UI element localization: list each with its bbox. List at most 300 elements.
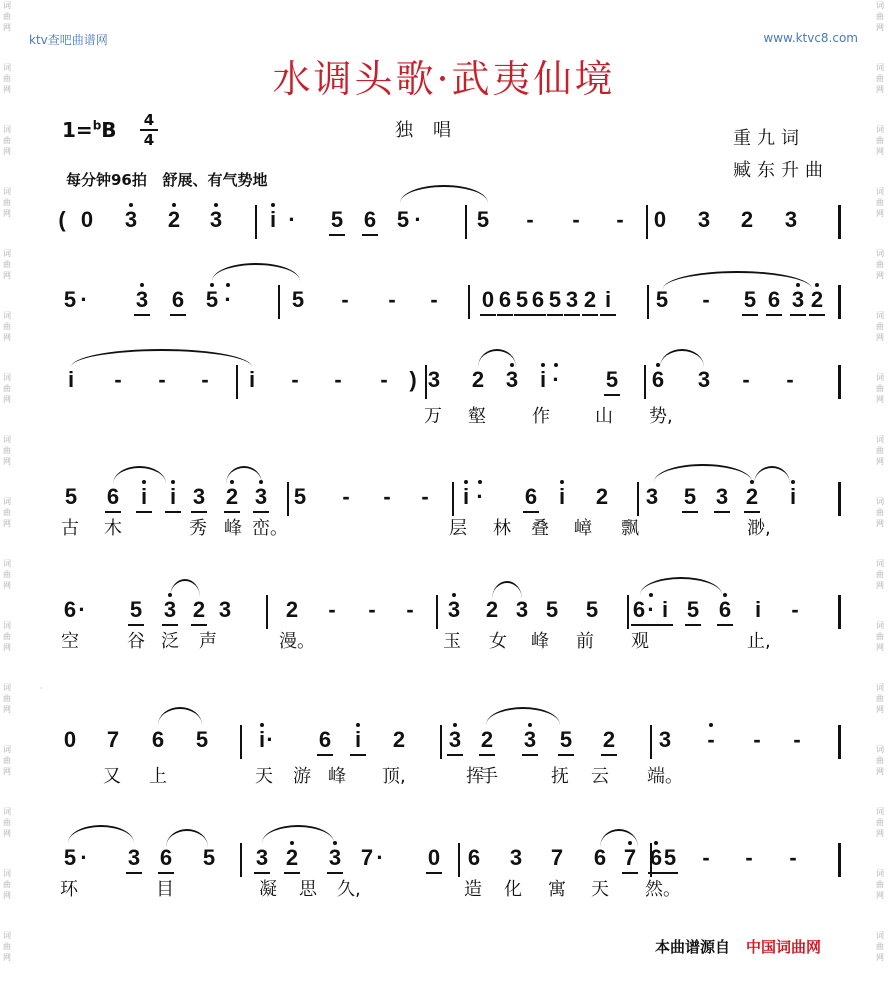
note: 6 <box>713 597 737 623</box>
note: 2 <box>805 287 829 313</box>
sustain-dash: - <box>745 845 753 870</box>
watermark-glyph: 网 <box>876 891 884 900</box>
note: 5 <box>195 727 209 752</box>
bar-line <box>644 365 646 399</box>
note: 0 <box>63 727 77 752</box>
dot: · <box>414 207 422 232</box>
watermark-glyph: 曲 <box>3 570 11 579</box>
note: 3 <box>509 845 523 870</box>
lyric-syllable: 飘 <box>621 518 639 539</box>
note: 2 <box>285 597 299 622</box>
watermark-glyph: 网 <box>3 333 11 342</box>
bar-line <box>452 482 454 516</box>
lyric-syllable: 凝 <box>259 879 277 900</box>
watermark-glyph: 网 <box>876 271 884 280</box>
note: 2 <box>740 207 754 232</box>
watermark-glyph: 词 <box>876 125 884 134</box>
watermark-glyph: 曲 <box>3 942 11 951</box>
watermark-glyph: 词 <box>876 683 884 692</box>
note: 2 <box>595 484 609 509</box>
note: 2 <box>740 484 764 510</box>
watermark-glyph: 网 <box>876 333 884 342</box>
lyric-syllable: 林 <box>493 518 511 539</box>
dot: · <box>288 207 296 232</box>
sustain-dash: - <box>742 367 750 392</box>
note: 2 <box>471 367 485 392</box>
note: 3 <box>443 727 467 753</box>
lyric-row <box>0 878 888 904</box>
watermark-glyph: 词 <box>3 187 11 196</box>
dot: · <box>639 597 663 623</box>
watermark-glyph: 曲 <box>876 756 884 765</box>
note: 3 <box>515 597 529 622</box>
staff-row <box>0 482 888 522</box>
slur-arc <box>654 464 752 482</box>
lyric-syllable: 挥 <box>466 766 484 787</box>
watermark-glyph: 曲 <box>3 818 11 827</box>
note: 2 <box>597 727 621 753</box>
lyric-syllable: 目 <box>156 879 174 900</box>
lyric-syllable: 然。 <box>645 879 681 900</box>
watermark-glyph: 词 <box>3 621 11 630</box>
watermark-glyph-group <box>3 124 11 157</box>
lyric-row <box>0 517 888 543</box>
note: 3 <box>218 597 232 622</box>
watermark-glyph: 词 <box>876 187 884 196</box>
note: i <box>248 367 256 392</box>
slur-arc <box>660 349 704 367</box>
watermark-glyph: 词 <box>3 311 11 320</box>
lyric-syllable: 叠 <box>531 518 549 539</box>
sustain-dash: - <box>406 597 414 622</box>
slur-arc <box>166 829 208 847</box>
lyric-syllable: 又 <box>103 766 121 787</box>
watermark-glyph: 曲 <box>876 880 884 889</box>
note: 3 <box>697 207 711 232</box>
note: 3 <box>122 845 146 871</box>
slur-arc <box>600 829 638 847</box>
watermark-glyph: 曲 <box>876 384 884 393</box>
note: 5 <box>738 287 762 313</box>
bar-line <box>236 365 238 399</box>
note: i <box>261 207 285 233</box>
lyric-syllable: 游 <box>293 766 311 787</box>
slur-arc <box>212 263 300 281</box>
watermark-glyph: 词 <box>3 807 11 816</box>
note: 3 <box>645 484 659 509</box>
note: 3 <box>187 484 211 510</box>
watermark-glyph: 词 <box>3 125 11 134</box>
watermark-glyph: 词 <box>3 683 11 692</box>
watermark-glyph: 词 <box>876 869 884 878</box>
note: 6 <box>166 287 190 313</box>
watermark-glyph: 网 <box>3 147 11 156</box>
sustain-dash: - <box>421 484 429 509</box>
lyric-syllable: 端。 <box>647 766 683 787</box>
note: 6 <box>151 727 165 752</box>
sustain-dash: - <box>430 287 438 312</box>
watermark-glyph: 词 <box>876 249 884 258</box>
lyric-syllable: 作 <box>532 406 550 427</box>
note: 3 <box>500 367 524 393</box>
lyric-syllable: 女 <box>489 631 507 652</box>
note: 5 <box>543 287 567 313</box>
note: 2 <box>280 845 304 871</box>
sustain-dash: - <box>291 367 299 392</box>
note: 0 <box>653 207 667 232</box>
lyric-syllable: 上 <box>149 766 167 787</box>
lyric-syllable: 化 <box>504 879 522 900</box>
watermark-glyph: 网 <box>876 581 884 590</box>
note: 3 <box>323 845 347 871</box>
watermark-glyph: 曲 <box>3 198 11 207</box>
note: 6 <box>154 845 178 871</box>
lyric-row <box>0 630 888 656</box>
watermark-glyph: 词 <box>876 63 884 72</box>
watermark-glyph: 网 <box>876 519 884 528</box>
note: 7 <box>106 727 120 752</box>
lyric-syllable: 声 <box>199 631 217 652</box>
note: 3 <box>560 287 584 313</box>
watermark-glyph: 网 <box>876 395 884 404</box>
source-site-link[interactable]: 中国词曲网 <box>746 938 822 956</box>
slur-arc <box>754 466 790 484</box>
watermark-glyph: 曲 <box>3 12 11 21</box>
sustain-dash: - <box>342 484 350 509</box>
sustain-dash: - <box>114 367 122 392</box>
note: i <box>67 367 75 392</box>
sustain-dash: - <box>158 367 166 392</box>
lyric-syllable: 渺, <box>747 518 771 539</box>
watermark-glyph: 网 <box>3 891 11 900</box>
dot: · <box>266 727 274 752</box>
lyric-syllable: 前 <box>576 631 594 652</box>
composer-credit: 臧东升曲 <box>733 160 829 181</box>
watermark-glyph: 网 <box>3 953 11 962</box>
sustain-dash: - <box>201 367 209 392</box>
note: i <box>754 597 762 622</box>
bar-line <box>650 725 652 759</box>
note: 6 <box>627 597 651 623</box>
dot: · <box>216 287 240 313</box>
lyric-syllable: 漫。 <box>279 631 315 652</box>
sustain-dash: - <box>793 727 801 752</box>
watermark-glyph: 词 <box>876 931 884 940</box>
watermark-glyph: 网 <box>876 767 884 776</box>
watermark-glyph-group <box>876 558 884 591</box>
note: 3 <box>784 207 798 232</box>
time-signature <box>140 111 158 149</box>
lyric-syllable: 嶂 <box>574 518 592 539</box>
lyric-row <box>0 405 888 431</box>
watermark-glyph: 曲 <box>876 12 884 21</box>
watermark-glyph: 曲 <box>876 260 884 269</box>
note: 3 <box>786 287 810 313</box>
note: 5 <box>600 367 624 393</box>
lyricist-credit: 重九词 <box>733 128 805 149</box>
lyric-syllable: 古 <box>61 518 79 539</box>
watermark-glyph: 词 <box>3 63 11 72</box>
bar-line <box>637 482 639 516</box>
key-note: B <box>101 118 117 142</box>
note: ( <box>58 207 66 232</box>
note: 3 <box>658 727 672 752</box>
watermark-glyph: 网 <box>3 395 11 404</box>
sustain-dash: - <box>789 845 797 870</box>
lyric-syllable: 空 <box>61 631 79 652</box>
sustain-dash: - <box>702 845 710 870</box>
note: 5 <box>585 597 599 622</box>
slur-arc <box>663 271 812 289</box>
note: 5 <box>678 484 702 510</box>
watermark-glyph-group <box>876 248 884 281</box>
watermark-glyph: 网 <box>876 147 884 156</box>
bar-line <box>627 595 629 629</box>
watermark-glyph: 词 <box>876 435 884 444</box>
watermark-glyph-group <box>3 434 11 467</box>
note: 3 <box>710 484 734 510</box>
note: 6 <box>644 845 668 871</box>
watermark-glyph: 网 <box>876 23 884 32</box>
note: 6 <box>526 287 550 313</box>
note: 2 <box>187 597 211 623</box>
watermark-glyph: 网 <box>3 581 11 590</box>
watermark-glyph: 词 <box>876 373 884 382</box>
note: 3 <box>427 367 441 392</box>
lyric-row <box>0 765 888 791</box>
watermark-glyph: 曲 <box>3 260 11 269</box>
note: 6 <box>467 845 481 870</box>
note: 5 <box>658 845 682 871</box>
note: 5 <box>124 597 148 623</box>
watermark-glyph: 网 <box>3 271 11 280</box>
watermark-top-right: www.ktvc8.com <box>763 31 858 45</box>
lyric-syllable: 峦。 <box>252 518 288 539</box>
note: 3 <box>442 597 466 623</box>
lyric-syllable: 峰 <box>224 518 242 539</box>
note: i <box>596 287 620 313</box>
note: 5 <box>655 287 669 312</box>
note: 6 <box>593 845 607 870</box>
bar-line <box>838 285 841 319</box>
note: 5 <box>554 727 578 753</box>
watermark-glyph-group <box>876 806 884 839</box>
lyric-syllable: 泛 <box>161 631 179 652</box>
note: 7 <box>550 845 564 870</box>
note: 0 <box>80 207 94 232</box>
slur-arc <box>486 707 560 725</box>
note: 3 <box>518 727 542 753</box>
watermark-glyph: 词 <box>3 497 11 506</box>
watermark-glyph: 网 <box>3 643 11 652</box>
watermark-glyph: 曲 <box>3 384 11 393</box>
watermark-glyph: 曲 <box>3 632 11 641</box>
watermark-glyph: 词 <box>3 559 11 568</box>
slur-arc <box>492 581 522 599</box>
watermark-glyph: 词 <box>876 621 884 630</box>
lyric-syllable: 环 <box>60 879 78 900</box>
watermark-glyph: 词 <box>3 1 11 10</box>
dot: · <box>544 367 568 393</box>
lyric-syllable: 谷 <box>127 631 145 652</box>
watermark-glyph: 曲 <box>876 136 884 145</box>
watermark-top-left: ktv查吧曲谱网 <box>29 33 108 47</box>
slur-arc <box>113 466 166 484</box>
slur-arc <box>400 185 488 203</box>
lyric-syllable: 玉 <box>443 631 461 652</box>
note: 5 <box>681 597 705 623</box>
watermark-glyph: 网 <box>876 457 884 466</box>
note: 2 <box>475 727 499 753</box>
note: i <box>781 484 805 510</box>
note: i <box>531 367 555 393</box>
watermark-glyph: 曲 <box>3 508 11 517</box>
note: 3 <box>119 207 143 233</box>
watermark-glyph-group <box>3 558 11 591</box>
watermark-glyph-group <box>876 930 884 963</box>
bar-line <box>240 725 242 759</box>
watermark-glyph: 曲 <box>3 880 11 889</box>
lyric-syllable: 峰 <box>531 631 549 652</box>
lyric-syllable: 壑 <box>468 406 486 427</box>
watermark-glyph: 曲 <box>876 818 884 827</box>
sustain-dash: - <box>388 287 396 312</box>
source-label: 本曲谱源自 <box>655 938 731 956</box>
watermark-glyph: 曲 <box>876 508 884 517</box>
sustain-dash: - <box>572 207 580 232</box>
sustain-dash: - <box>699 727 723 753</box>
bar-line <box>458 843 460 877</box>
watermark-glyph-group <box>876 0 884 33</box>
watermark-glyph: 曲 <box>3 322 11 331</box>
watermark-glyph: 网 <box>3 23 11 32</box>
note: 3 <box>130 287 154 313</box>
lyric-syllable: 造 <box>464 879 482 900</box>
note: 3 <box>204 207 228 233</box>
watermark-glyph: 词 <box>3 435 11 444</box>
sustain-dash: - <box>791 597 799 622</box>
bar-line <box>425 365 427 399</box>
note: 2 <box>485 597 499 622</box>
bar-line <box>838 843 841 877</box>
lyric-syllable: 观 <box>631 631 649 652</box>
sustain-dash: - <box>753 727 761 752</box>
watermark-glyph: 网 <box>876 953 884 962</box>
sustain-dash: - <box>702 287 710 312</box>
watermark-glyph-group <box>3 930 11 963</box>
watermark-glyph: 词 <box>876 497 884 506</box>
watermark-glyph-group <box>3 806 11 839</box>
sustain-dash: - <box>383 484 391 509</box>
watermark-glyph: 曲 <box>3 136 11 145</box>
sustain-dash: - <box>616 207 624 232</box>
bar-line <box>838 725 841 759</box>
slur-arc <box>262 825 334 843</box>
lyric-syllable: 抚 <box>551 766 569 787</box>
bar-line <box>838 205 841 239</box>
note: 6 <box>519 484 543 510</box>
note: 5 <box>293 484 307 509</box>
sustain-dash: - <box>328 597 336 622</box>
note: 6 <box>101 484 125 510</box>
watermark-glyph: 曲 <box>3 74 11 83</box>
watermark-glyph: 网 <box>3 209 11 218</box>
bar-line <box>647 285 649 319</box>
note: 6 <box>646 367 670 393</box>
lyric-syllable: 寓 <box>548 879 566 900</box>
flat-sign: b <box>92 118 102 133</box>
staff-row <box>0 595 888 635</box>
staff-row <box>0 365 888 405</box>
staff-row <box>0 843 888 883</box>
watermark-glyph: 词 <box>876 311 884 320</box>
watermark-glyph: 曲 <box>3 756 11 765</box>
watermark-glyph: 词 <box>876 1 884 10</box>
note: i <box>132 484 156 510</box>
note: 6 <box>313 727 337 753</box>
sustain-dash: - <box>526 207 534 232</box>
watermark-glyph: 曲 <box>876 570 884 579</box>
key-signature <box>62 118 117 142</box>
watermark-glyph: 网 <box>3 457 11 466</box>
lyric-syllable: 层 <box>449 518 467 539</box>
watermark-glyph: 曲 <box>3 446 11 455</box>
note: 5 <box>63 845 77 870</box>
dot: · <box>80 287 88 312</box>
note: 7 <box>360 845 374 870</box>
slur-arc <box>71 349 252 367</box>
bar-line <box>255 205 257 239</box>
note: 5 <box>63 287 77 312</box>
watermark-glyph: 网 <box>3 767 11 776</box>
note: 5 <box>510 287 534 313</box>
note: 0 <box>476 287 500 313</box>
note: 5 <box>64 484 78 509</box>
note: 3 <box>250 845 274 871</box>
note: i <box>346 727 370 753</box>
slur-arc <box>158 707 202 725</box>
bar-line <box>468 285 470 319</box>
bar-line <box>440 725 442 759</box>
note: 3 <box>158 597 182 623</box>
bar-line <box>266 595 268 629</box>
note: 5 <box>291 287 305 312</box>
note: i <box>250 727 274 753</box>
dot: · <box>80 845 88 870</box>
watermark-glyph: 网 <box>876 209 884 218</box>
note: ) <box>409 367 417 392</box>
staff-row <box>0 205 888 245</box>
watermark-glyph: 网 <box>3 85 11 94</box>
watermark-glyph: 网 <box>3 519 11 528</box>
dot: · <box>468 484 492 510</box>
lyric-syllable: 止, <box>747 631 771 652</box>
meter-bottom: 4 <box>140 129 158 149</box>
note: 2 <box>162 207 186 233</box>
note: 2 <box>392 727 406 752</box>
note: 3 <box>249 484 273 510</box>
bar-line <box>838 482 841 516</box>
watermark-glyph: 词 <box>3 373 11 382</box>
slur-arc <box>640 577 722 595</box>
bar-line <box>240 843 242 877</box>
note: i <box>653 597 677 623</box>
watermark-glyph: 网 <box>876 643 884 652</box>
note: 6 <box>762 287 786 313</box>
note: i <box>161 484 185 510</box>
watermark-glyph-group <box>876 682 884 715</box>
watermark-glyph: 曲 <box>876 942 884 951</box>
